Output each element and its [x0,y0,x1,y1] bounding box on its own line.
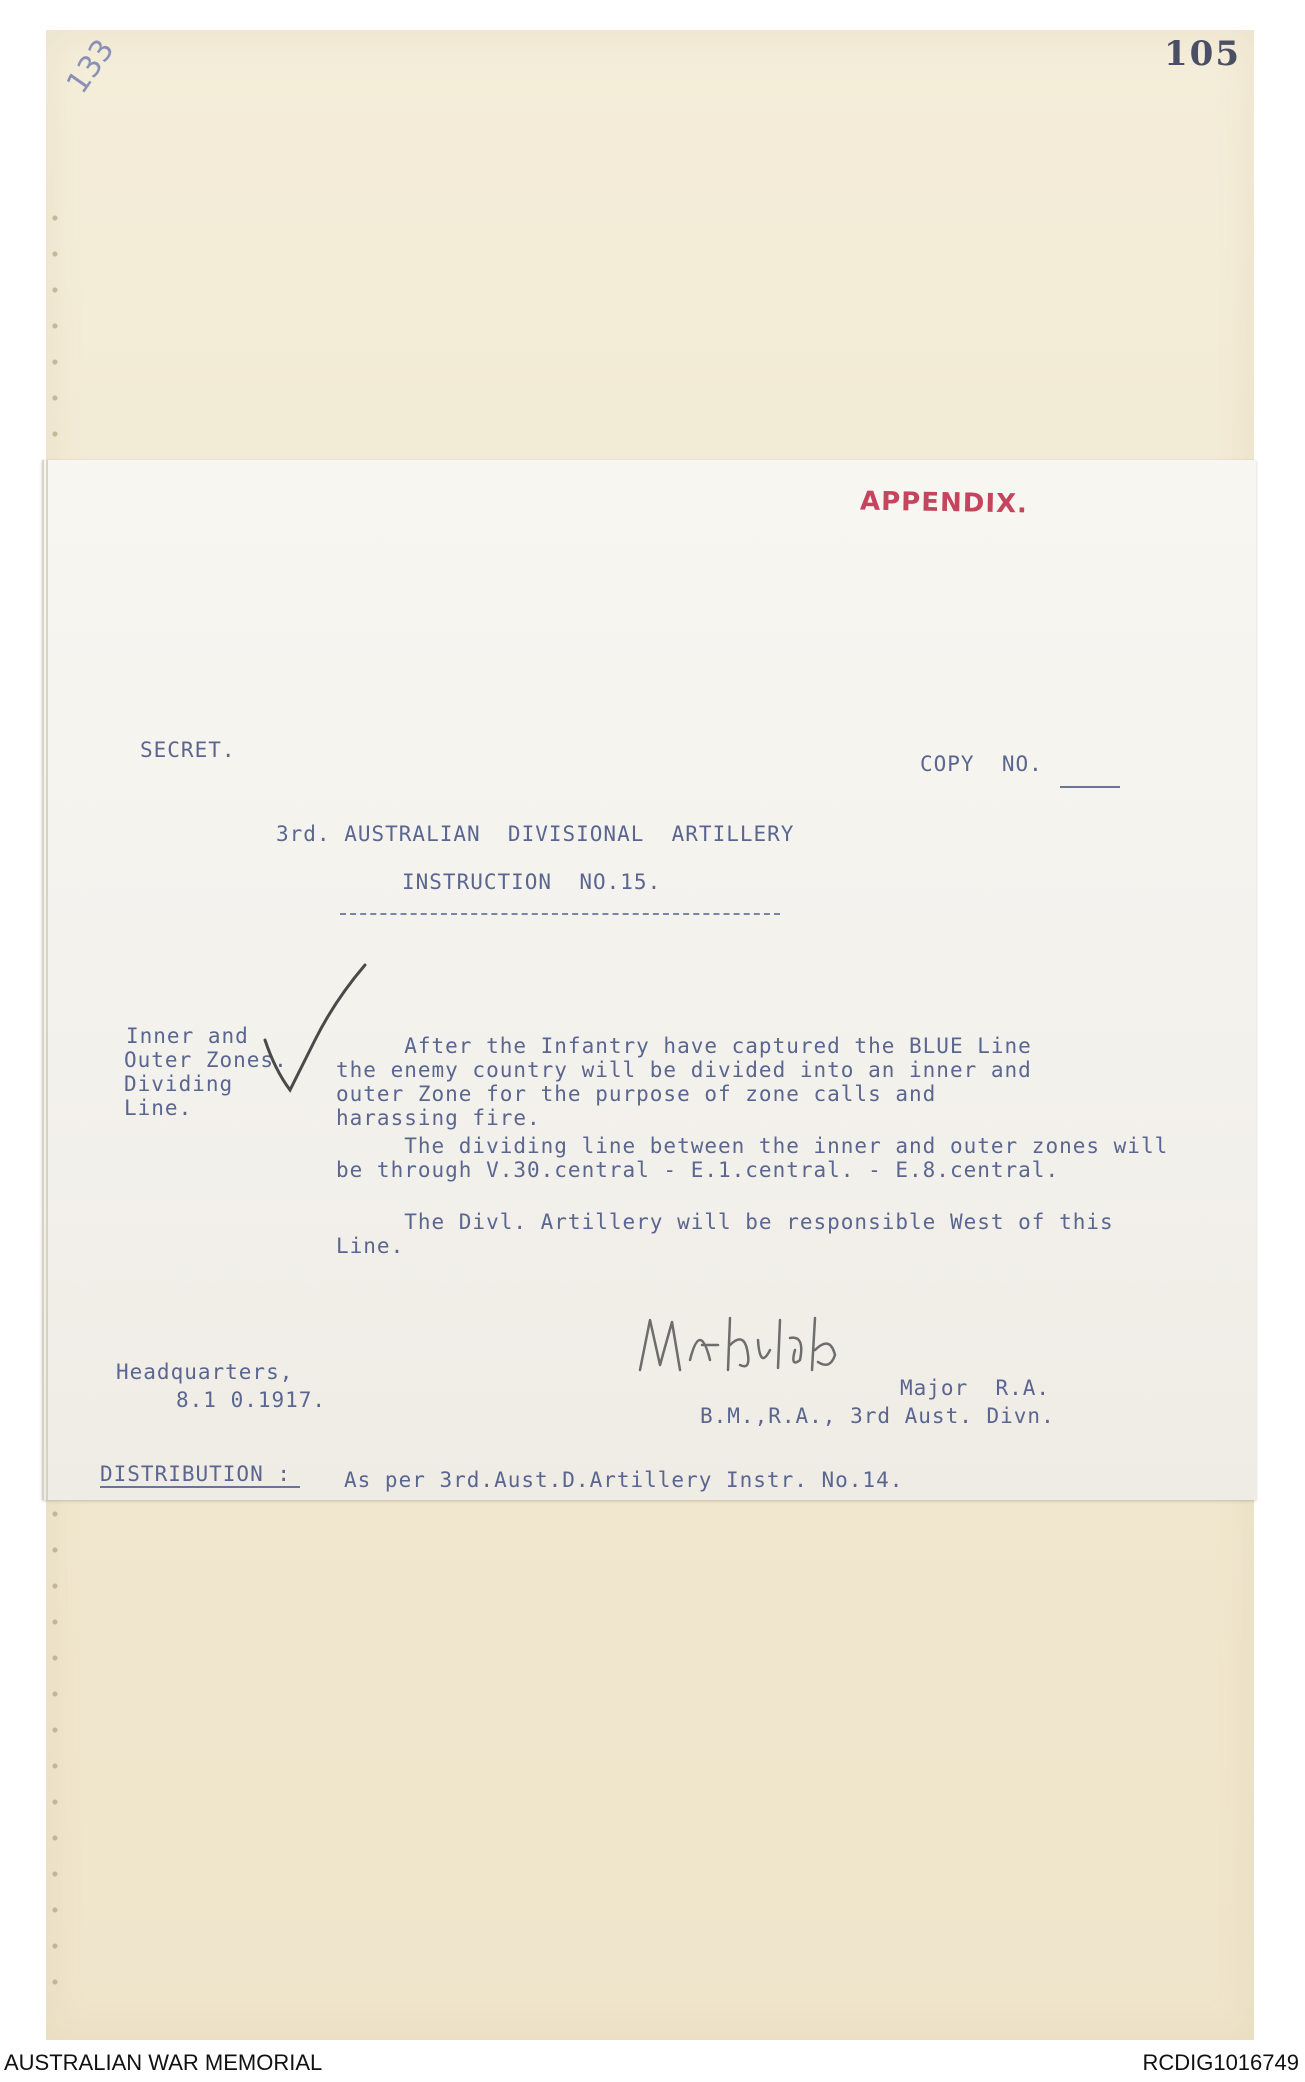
distribution-label: DISTRIBUTION : [100,1462,292,1486]
headquarters-label: Headquarters, [116,1360,294,1384]
body-line: The dividing line between the inner and outer zones will [336,1134,1169,1158]
margin-note-line: Outer Zones. [124,1048,288,1072]
margin-note-line: Dividing [124,1072,234,1096]
body-line: Line. [336,1234,405,1258]
appendix-stamp: APPENDIX. [859,486,1029,520]
body-line: The Divl. Artillery will be responsible West of this [336,1210,1114,1234]
distribution-text: As per 3rd.Aust.D.Artillery Instr. No.14. [344,1468,904,1492]
heading-unit: 3rd. AUSTRALIAN DIVISIONAL ARTILLERY [276,822,795,846]
signer-rank: Major R.A. [900,1376,1051,1400]
heading-dashed-rule [340,913,780,915]
body-line: be through V.30.central - E.1.central. - E.8.central. [336,1158,1060,1182]
footer-catalogue-id: RCDIG1016749 [1142,2050,1299,2075]
margin-note-line: Line. [124,1096,193,1120]
classification-label: SECRET. [140,738,236,762]
copy-number-blank [1060,786,1120,788]
body-line: outer Zone for the purpose of zone calls and [336,1082,937,1106]
body-line: the enemy country will be divided into an inner and [336,1058,1032,1082]
folio-number-top: 105 [1164,34,1241,74]
heading-instruction: INSTRUCTION NO.15. [402,870,662,894]
handwritten-signature [630,1300,890,1390]
body-line: After the Infantry have captured the BLUE Line [336,1034,1032,1058]
copy-number-label: COPY NO. [920,752,1043,776]
footer-institution: AUSTRALIAN WAR MEMORIAL [4,2050,323,2075]
distribution-underline [100,1486,300,1488]
margin-note-line: Inner and [126,1024,249,1048]
folio-number-corner: 133 [60,33,122,101]
headquarters-date: 8.1 0.1917. [176,1388,327,1412]
signer-role: B.M.,R.A., 3rd Aust. Divn. [700,1404,1055,1428]
body-line: harassing fire. [336,1106,541,1130]
